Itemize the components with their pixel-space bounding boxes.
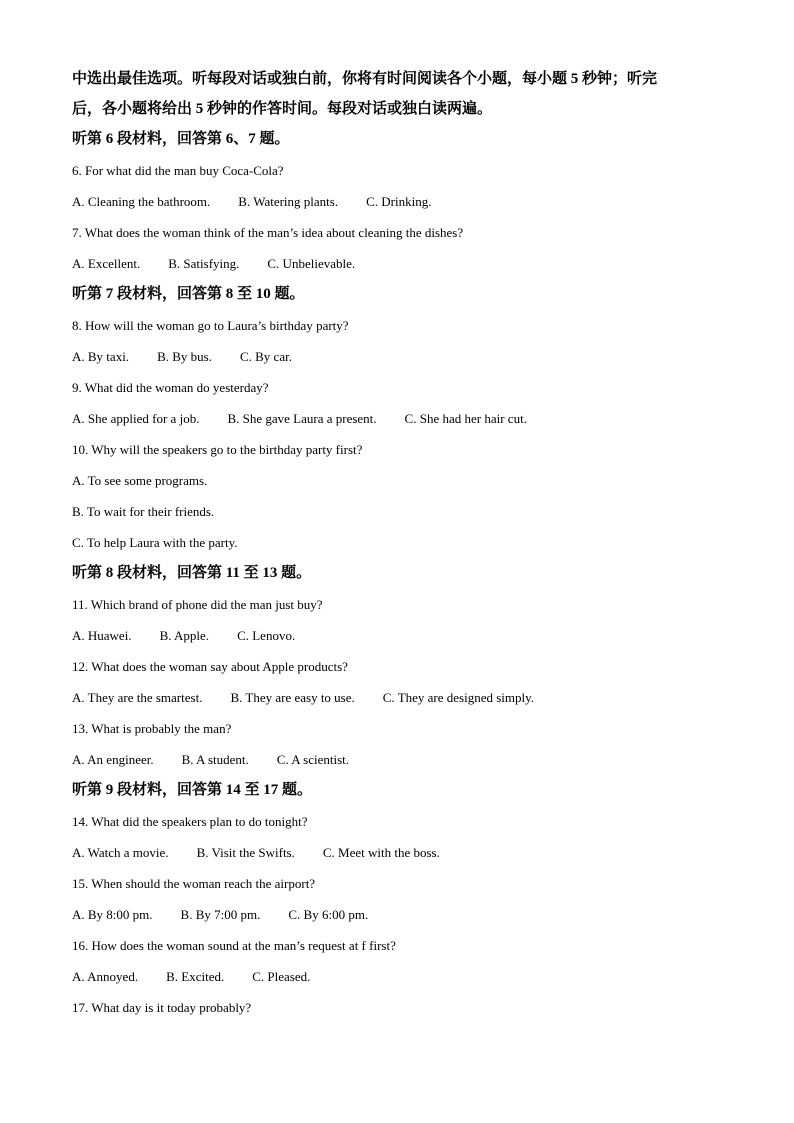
option-b: B. Excited. bbox=[166, 969, 225, 984]
option-a: A. An engineer. bbox=[72, 752, 154, 767]
option-a: A. They are the smartest. bbox=[72, 690, 203, 705]
section-heading: 听第 7 段材料，回答第 8 至 10 题。 bbox=[72, 286, 305, 302]
option-b: B. Watering plants. bbox=[238, 194, 339, 209]
option-b: B. Visit the Swifts. bbox=[196, 845, 295, 860]
option-a: A. Huawei. bbox=[72, 628, 132, 643]
question-text: 15. When should the woman reach the airport? bbox=[72, 876, 316, 891]
option-b: B. By bus. bbox=[157, 349, 212, 364]
option-c: C. Meet with the boss. bbox=[322, 845, 440, 860]
question-text: 13. What is probably the man? bbox=[72, 721, 232, 736]
option-row bbox=[72, 899, 732, 930]
option-row bbox=[72, 186, 732, 217]
question-text: 11. Which brand of phone did the man just buy? bbox=[72, 597, 323, 612]
option-c: C. She had her hair cut. bbox=[404, 411, 527, 426]
option-c: C. Drinking. bbox=[366, 194, 432, 209]
question-text: 17. What day is it today probably? bbox=[72, 1000, 252, 1015]
option-row bbox=[72, 682, 732, 713]
question-text: 16. How does the woman sound at the man’s request at f first? bbox=[72, 938, 396, 953]
section-heading: 听第 6 段材料，回答第 6、7 题。 bbox=[72, 131, 290, 147]
option-a: A. By 8:00 pm. bbox=[72, 907, 153, 922]
option-b: B. She gave Laura a present. bbox=[227, 411, 377, 426]
question-text: 6. For what did the man buy Coca-Cola? bbox=[72, 163, 284, 178]
option-a: A. By taxi. bbox=[72, 349, 130, 364]
option-row bbox=[72, 620, 732, 651]
option-c: C. To help Laura with the party. bbox=[72, 535, 238, 550]
option-row bbox=[72, 961, 732, 992]
option-a: A. Annoyed. bbox=[72, 969, 139, 984]
question-text: 7. What does the woman think of the man’s idea about cleaning the dishes? bbox=[72, 225, 464, 240]
instructions-line-1: 中选出最佳选项。听每段对话或独白前，你将有时间阅读各个小题，每小题 5 秒钟；听完 bbox=[72, 71, 658, 87]
option-row bbox=[72, 744, 732, 775]
option-a: A. Cleaning the bathroom. bbox=[72, 194, 211, 209]
option-b: B. A student. bbox=[181, 752, 249, 767]
question-text: 10. Why will the speakers go to the birthday party first? bbox=[72, 442, 363, 457]
option-c: C. Pleased. bbox=[252, 969, 311, 984]
option-a: A. Excellent. bbox=[72, 256, 141, 271]
option-a: A. To see some programs. bbox=[72, 473, 208, 488]
instructions-line-2: 后，各小题将给出 5 秒钟的作答时间。每段对话或独白读两遍。 bbox=[72, 101, 493, 117]
option-a: A. Watch a movie. bbox=[72, 845, 169, 860]
option-c: C. A scientist. bbox=[276, 752, 350, 767]
option-c: C. Lenovo. bbox=[237, 628, 296, 643]
option-c: C. They are designed simply. bbox=[382, 690, 535, 705]
option-b: B. To wait for their friends. bbox=[72, 504, 215, 519]
option-b: B. By 7:00 pm. bbox=[180, 907, 261, 922]
question-text: 14. What did the speakers plan to do tonight? bbox=[72, 814, 308, 829]
option-b: B. Apple. bbox=[159, 628, 210, 643]
option-b: B. They are easy to use. bbox=[230, 690, 355, 705]
question-text: 8. How will the woman go to Laura’s birthday party? bbox=[72, 318, 349, 333]
option-row bbox=[72, 341, 732, 372]
option-c: C. By car. bbox=[239, 349, 292, 364]
option-b: B. Satisfying. bbox=[168, 256, 240, 271]
option-row bbox=[72, 248, 732, 279]
question-text: 12. What does the woman say about Apple products? bbox=[72, 659, 348, 674]
section-heading: 听第 8 段材料，回答第 11 至 13 题。 bbox=[72, 565, 312, 581]
option-c: C. Unbelievable. bbox=[267, 256, 356, 271]
option-a: A. She applied for a job. bbox=[72, 411, 200, 426]
option-c: C. By 6:00 pm. bbox=[288, 907, 369, 922]
section-heading: 听第 9 段材料，回答第 14 至 17 题。 bbox=[72, 782, 313, 798]
option-row bbox=[72, 837, 732, 868]
question-text: 9. What did the woman do yesterday? bbox=[72, 380, 269, 395]
option-row bbox=[72, 403, 732, 434]
document-page bbox=[72, 64, 732, 1023]
